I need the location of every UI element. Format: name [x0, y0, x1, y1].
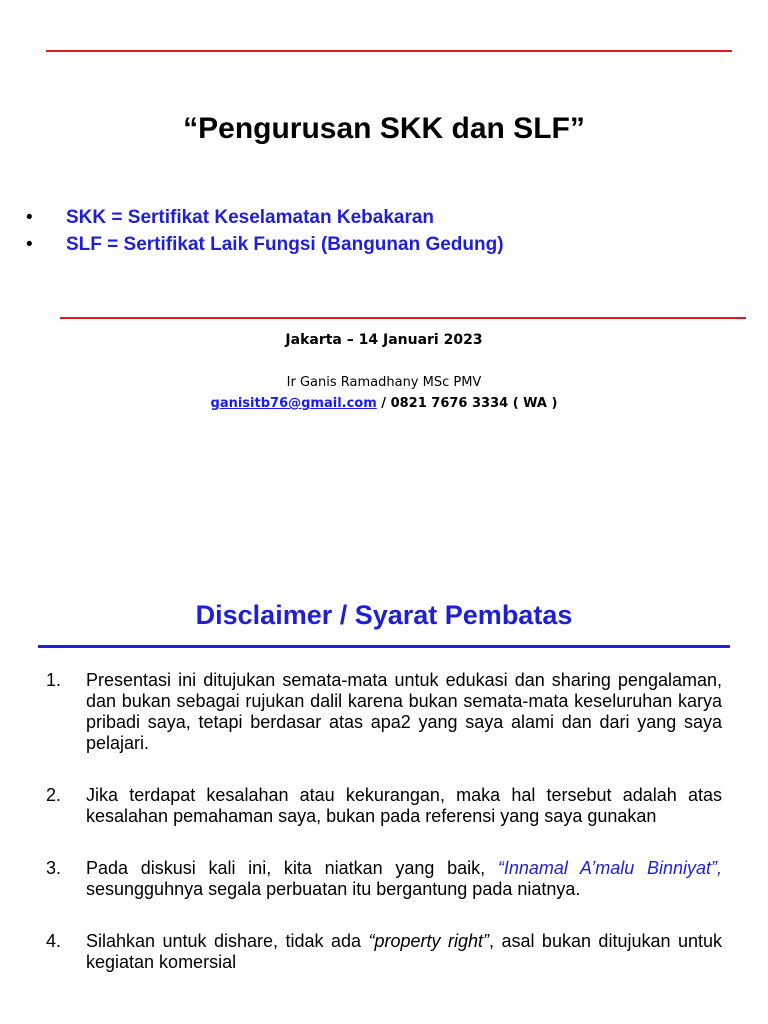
bullet-icon: •: [26, 234, 33, 255]
date-line: Jakarta – 14 Januari 2023: [285, 332, 483, 348]
contact-line: [0, 396, 768, 411]
disclaimer-item: [46, 931, 722, 973]
disclaimer-list: [46, 670, 722, 973]
top-red-rule: [46, 50, 732, 52]
item-number: 1.: [46, 670, 62, 690]
definition-text: SKK = Sertifikat Keselamatan Kebakaran: [66, 207, 435, 228]
definition-list: [26, 204, 504, 258]
item-text-post: , asal bukan ditujukan untuk kegiatan komersial: [86, 931, 722, 972]
email-link[interactable]: ganisitb76@gmail.com: [210, 396, 377, 411]
item-number: 2.: [46, 785, 62, 805]
item-quote: “property right”: [368, 931, 489, 951]
author-name: Ir Ganis Ramadhany MSc PMV: [286, 375, 482, 390]
definition-text: SLF = Sertifikat Laik Fungsi (Bangunan Gedung): [66, 234, 504, 255]
bullet-icon: •: [26, 207, 33, 228]
definition-slf: [26, 231, 504, 258]
slide-disclaimer: [0, 560, 768, 1024]
disclaimer-item: [46, 858, 722, 900]
item-text-pre: Silahkan untuk dishare, tidak ada: [86, 931, 369, 951]
disclaimer-heading: Disclaimer / Syarat Pembatas: [195, 600, 573, 630]
disclaimer-item: [46, 785, 722, 827]
phone-text: / 0821 7676 3334 ( WA ): [376, 396, 558, 411]
item-number: 4.: [46, 931, 62, 951]
item-quote: “Innamal A’malu Binniyat”,: [497, 858, 723, 878]
item-text-pre: Pada diskusi kali ini, kita niatkan yang baik,: [86, 858, 498, 878]
item-text: Presentasi ini ditujukan semata-mata untuk edukasi dan sharing pengalaman, dan bukan sebagai rujukan dalil karena bukan semata-mata keseluruhan karya pribadi saya, tetapi berdasar atas apa2 yang saya alami dan dari yang saya pelajari.: [86, 670, 722, 753]
middle-red-rule: [60, 317, 746, 319]
item-text-post: sesungguhnya segala perbuatan itu bergantung pada niatnya.: [86, 879, 581, 899]
disclaimer-item: [46, 670, 722, 754]
blue-rule: [38, 645, 730, 648]
definition-skk: [26, 204, 504, 231]
item-number: 3.: [46, 858, 62, 878]
slide-title-heading: “Pengurusan SKK dan SLF”: [183, 112, 585, 145]
item-text: Jika terdapat kesalahan atau kekurangan, maka hal tersebut adalah atas kesalahan pemahaman saya, bukan pada referensi yang saya gunakan: [86, 785, 722, 826]
